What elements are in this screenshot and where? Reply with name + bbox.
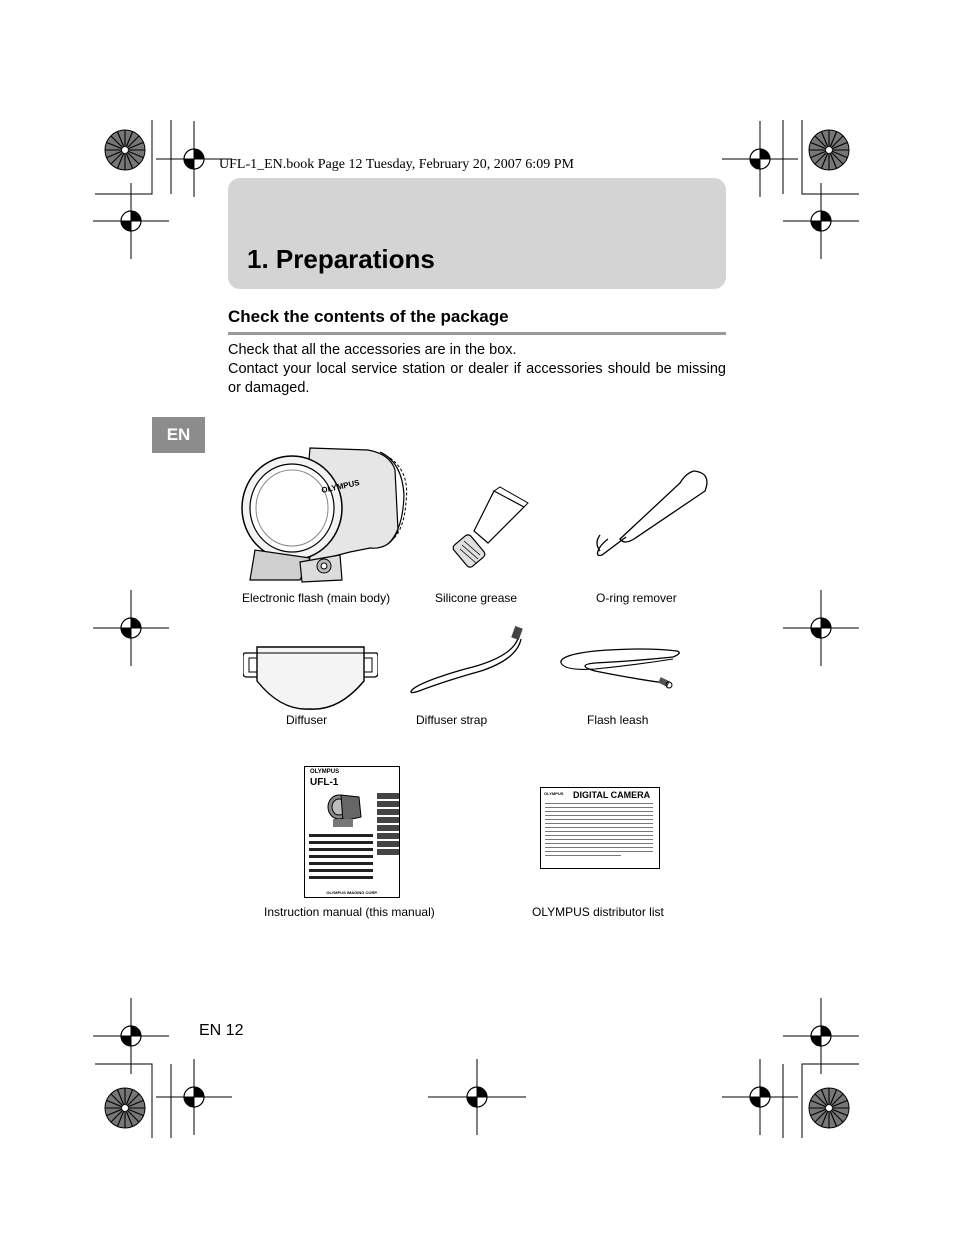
flash-leash-illustration [555,643,685,691]
caption-electronic-flash: Electronic flash (main body) [242,591,391,605]
sheet-brand: OLYMPUS [544,791,564,796]
distributor-list-illustration [540,787,660,869]
caption-o-ring-remover: O-ring remover [596,591,677,605]
caption-distributor-list: OLYMPUS distributor list [532,905,664,919]
sheet-title: DIGITAL CAMERA [573,790,651,800]
o-ring-remover-illustration [590,465,715,565]
diffuser-strap-illustration [405,625,530,697]
svg-text:OLYMPUS: OLYMPUS [320,478,361,495]
manual-title-lines [309,831,373,883]
intro-text [228,341,726,398]
electronic-flash-illustration [240,440,410,585]
manual-language-tabs [377,793,399,855]
manual-brand: OLYMPUS [310,769,340,775]
section-divider [228,332,726,335]
caption-diffuser-strap: Diffuser strap [416,713,488,727]
intro-line-2: Contact your local service station or dealer if accessories should be missing or damaged. [228,361,726,396]
caption-diffuser: Diffuser [286,713,328,727]
page-number: EN 12 [199,1022,244,1039]
caption-flash-leash: Flash leash [587,713,649,727]
section-heading: Check the contents of the package [228,307,509,326]
chapter-title: 1. Preparations [247,244,435,274]
manual-flash-thumbnail [325,791,365,827]
instruction-manual-illustration [304,766,400,898]
sheet-text-lines [545,803,653,856]
caption-instruction-manual: Instruction manual (this manual) [264,905,435,919]
intro-line-1: Check that all the accessories are in the box. [228,342,517,358]
language-tab: EN [152,417,205,453]
book-header-line: UFL-1_EN.book Page 12 Tuesday, February 20, 2007 6:09 PM [219,157,574,172]
caption-silicone-grease: Silicone grease [435,591,518,605]
manual-footer: OLYMPUS IMAGING CORP. [326,890,378,895]
silicone-grease-illustration [450,485,530,570]
diffuser-illustration [243,645,378,710]
manual-model: UFL-1 [310,777,339,788]
